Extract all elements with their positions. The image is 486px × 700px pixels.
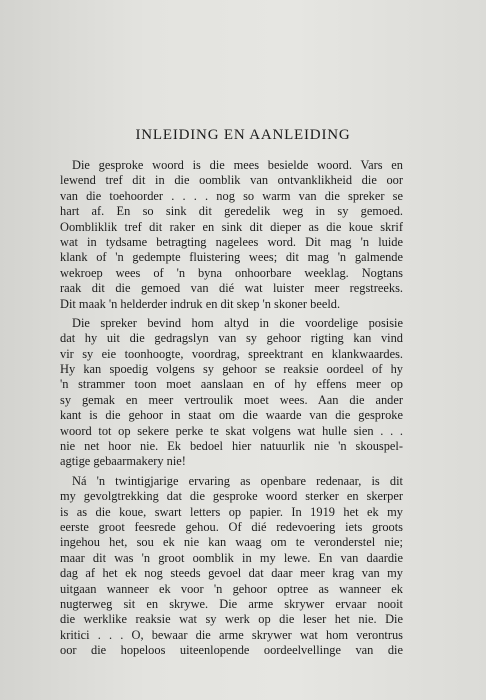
text-line: hart af. En so sink dit geredelik weg in sy gemoed. [60,204,403,219]
text-line: kant is die gehoor in staat om die waarde van die gesproke [60,408,403,423]
text-line: oor die hopeloos uiteenlopende oordeelvellinge van die [60,643,403,658]
text-line: uitgaan wanneer ek voor 'n gehoor optree as wanneer ek [60,581,403,596]
paragraph [60,158,403,312]
body-text [60,158,403,660]
text-line: is as die koue, swart letters op papier. In 1919 het ek my [60,504,403,519]
text-line: eerste groot feesrede gehou. Of dié redevoering iets groots [60,519,403,534]
text-line: dat hy uit die gedragslyn van sy gehoor rigting kan vind [60,331,403,346]
paragraph [60,474,403,659]
text-line: woord tot op sekere perke te skat volgens wat hulle sien . . . [60,423,403,438]
text-line: my gevolgtrekking dat die gesproke woord sterker en skerper [60,489,403,504]
text-line: agtige gebaarmakery nie! [60,454,186,469]
text-line: ingehou het, sou ek nie kan waag om te veronderstel nie; [60,535,403,550]
text-line: Die gesproke woord is die mees besielde woord. Vars en [72,158,403,172]
text-line: nugterweg sit en skrywe. Die arme skrywer ervaar nooit [60,596,403,611]
text-line: 'n strammer toon moet aanslaan en of hy effens meer op [60,377,403,392]
text-line: die werklike reaksie wat sy werk op die leser het nie. Die [60,612,403,627]
text-line: Oombliklik tref dit raker en sink dit dieper as die koue skrif [60,219,403,234]
text-line: nie net hoor nie. Ek bedoel hier natuurlik nie 'n skouspel- [60,439,403,454]
text-line: Die spreker bevind hom altyd in die voordelige posisie [72,315,403,330]
text-line: vir sy eie toonhoogte, voordrag, spreektrant en klankwaardes. [60,346,403,361]
text-line: lewend tref dit in die oomblik van ontvanklikheid die oor [60,173,403,188]
text-line: kritici . . . O, bewaar die arme skrywer wat hom verontrus [60,627,403,642]
text-line: Ná 'n twintigjarige ervaring as openbare redenaar, is dit [72,473,403,488]
text-line: Dit maak 'n helderder indruk en dit skep 'n skoner beeld. [60,296,341,311]
text-line: sy gemak en meer vertroulik moet wees. Aan die ander [60,392,403,407]
text-line: wat in tydsame betragting nagelees word. Dit mag 'n luide [60,234,403,249]
text-line: klank of 'n gedempte fluistering wees; dit mag 'n galmende [60,250,403,265]
text-line: van die toehoorder . . . . nog so warm van die spreker se [60,188,403,203]
chapter-title: INLEIDING EN AANLEIDING [135,127,351,143]
text-line: maar dit was 'n groot oomblik in my lewe. En van daardie [60,550,403,565]
paragraph [60,316,403,470]
text-line: raak dit die gemoed van dié wat luister meer regstreeks. [60,281,403,296]
text-line: Hy kan spoedig volgens sy gehoor se reaksie oordeel of hy [60,362,403,377]
text-line: wekroep wees of 'n byna onhoorbare weeklag. Nogtans [60,265,403,280]
text-line: dag af het ek nog steeds gevoel dat daar meer krag van my [60,566,403,581]
